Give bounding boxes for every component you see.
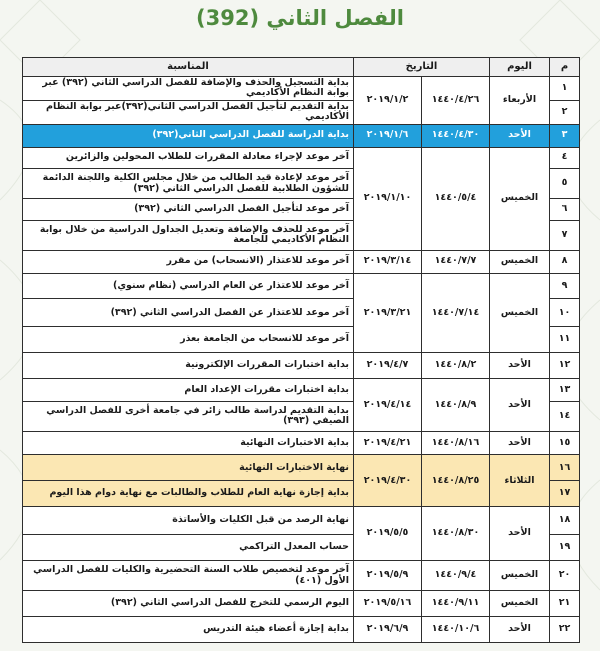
table-row xyxy=(23,379,580,402)
table-row xyxy=(23,455,580,481)
table-header-row xyxy=(23,58,580,77)
row-occasion: نهاية الاختبارات النهائية xyxy=(23,455,354,481)
row-greg: ٢٠١٩/٣/٢١ xyxy=(354,273,422,353)
row-num: ٢١ xyxy=(550,591,580,617)
row-greg: ٢٠١٩/٤/١٤ xyxy=(354,379,422,432)
row-hijri: ١٤٤٠/١٠/٦ xyxy=(422,617,490,643)
row-num: ٣ xyxy=(550,124,580,147)
row-hijri: ١٤٤٠/٩/٤ xyxy=(422,561,490,591)
table-row xyxy=(23,353,580,379)
row-occasion: بداية الاختبارات النهائية xyxy=(23,431,354,455)
header-day: اليوم xyxy=(490,58,550,77)
row-num: ١٥ xyxy=(550,431,580,455)
row-occasion: آخر موعد للاعتذار (الانسحاب) من مقرر xyxy=(23,250,354,273)
row-num: ٥ xyxy=(550,169,580,199)
row-num: ١٦ xyxy=(550,455,580,481)
row-day: الأحد xyxy=(490,431,550,455)
row-day: الخميس xyxy=(490,273,550,353)
row-day: الخميس xyxy=(490,250,550,273)
row-occasion: بداية إجازة نهاية العام للطلاب والطالبات مع نهاية دوام هذا اليوم xyxy=(23,481,354,507)
row-occasion: آخر موعد للانسحاب من الجامعة بعذر xyxy=(23,327,354,353)
row-num: ٢٠ xyxy=(550,561,580,591)
row-num: ١٧ xyxy=(550,481,580,507)
row-day: الأحد xyxy=(490,617,550,643)
row-day: الأربعاء xyxy=(490,77,550,125)
row-num: ٤ xyxy=(550,147,580,169)
row-hijri: ١٤٤٠/٧/١٤ xyxy=(422,273,490,353)
table-row xyxy=(23,273,580,299)
row-hijri: ١٤٤٠/٧/٧ xyxy=(422,250,490,273)
row-hijri: ١٤٤٠/٥/٤ xyxy=(422,147,490,250)
row-num: ١٤ xyxy=(550,401,580,431)
row-num: ١٢ xyxy=(550,353,580,379)
header-date: التاريخ xyxy=(354,58,490,77)
row-occasion: بداية اختبارات المقررات الإلكترونية xyxy=(23,353,354,379)
row-num: ١٣ xyxy=(550,379,580,402)
row-num: ١١ xyxy=(550,327,580,353)
row-hijri: ١٤٤٠/٨/٩ xyxy=(422,379,490,432)
row-num: ٢٢ xyxy=(550,617,580,643)
row-occasion: آخر موعد لإجراء معادلة المقررات للطلاب المحولين والزائرين xyxy=(23,147,354,169)
table-row xyxy=(23,431,580,455)
row-occasion: اليوم الرسمي للتخرج للفصل الدراسي الثاني (٣٩٢) xyxy=(23,591,354,617)
row-day: الأحد xyxy=(490,507,550,561)
row-greg: ٢٠١٩/٤/٣٠ xyxy=(354,455,422,507)
row-occasion: بداية التقديم لتأجيل الفصل الدراسي الثاني(٣٩٢)عبر بوابة النظام الأكاديمي xyxy=(23,100,354,124)
row-num: ٧ xyxy=(550,220,580,250)
row-num: ٩ xyxy=(550,273,580,299)
header-num: م xyxy=(550,58,580,77)
row-greg: ٢٠١٩/٥/١٦ xyxy=(354,591,422,617)
row-num: ٨ xyxy=(550,250,580,273)
calendar-table xyxy=(22,57,580,643)
table-row xyxy=(23,250,580,273)
row-day: الأحد xyxy=(490,124,550,147)
row-hijri: ١٤٤٠/٨/٢٥ xyxy=(422,455,490,507)
row-greg: ٢٠١٩/٥/٩ xyxy=(354,561,422,591)
table-row xyxy=(23,77,580,101)
row-greg: ٢٠١٩/١/٢ xyxy=(354,77,422,125)
row-hijri: ١٤٤٠/٤/٢٦ xyxy=(422,77,490,125)
row-hijri: ١٤٤٠/٨/١٦ xyxy=(422,431,490,455)
row-num: ١٩ xyxy=(550,535,580,561)
row-day: الأحد xyxy=(490,353,550,379)
row-occasion: نهاية الرصد من قبل الكليات والأساتذة xyxy=(23,507,354,535)
row-day: الخميس xyxy=(490,591,550,617)
row-hijri: ١٤٤٠/٨/٢ xyxy=(422,353,490,379)
row-num: ١٨ xyxy=(550,507,580,535)
row-greg: ٢٠١٩/٣/١٤ xyxy=(354,250,422,273)
page-title: الفصل الثاني (392) xyxy=(196,6,404,30)
header-occasion: المناسبة xyxy=(23,58,354,77)
row-occasion: بداية اختبارات مقررات الإعداد العام xyxy=(23,379,354,402)
row-greg: ٢٠١٩/٤/٧ xyxy=(354,353,422,379)
row-occasion: بداية الدراسة للفصل الدراسي الثاني(٣٩٢) xyxy=(23,124,354,147)
row-day: الثلاثاء xyxy=(490,455,550,507)
row-occasion: آخر موعد لتخصيص طلاب السنة التحضيرية والكليات للفصل الدراسي الأول (٤٠١) xyxy=(23,561,354,591)
row-occasion: آخر موعد لإعادة قيد الطالب من خلال مجلس الكلية واللجنة الدائمة للشؤون الطلابية للفصل الدراسي الثاني (٣٩٢) xyxy=(23,169,354,199)
row-greg: ٢٠١٩/١/٦ xyxy=(354,124,422,147)
row-num: ٢ xyxy=(550,100,580,124)
table-row xyxy=(23,591,580,617)
row-greg: ٢٠١٩/٦/٩ xyxy=(354,617,422,643)
row-num: ٦ xyxy=(550,199,580,221)
row-hijri: ١٤٤٠/٨/٣٠ xyxy=(422,507,490,561)
row-num: ١ xyxy=(550,77,580,101)
row-occasion: بداية التقديم لدراسة طالب زائر في جامعة أخرى للفصل الدراسي الصيفي (٣٩٣) xyxy=(23,401,354,431)
table-row xyxy=(23,561,580,591)
row-occasion: آخر موعد للاعتذار عن الفصل الدراسي الثاني (٣٩٢) xyxy=(23,299,354,327)
row-greg: ٢٠١٩/٤/٢١ xyxy=(354,431,422,455)
row-day: الخميس xyxy=(490,147,550,250)
row-occasion: آخر موعد لتأجيل الفصل الدراسي الثاني (٣٩٢) xyxy=(23,199,354,221)
row-day: الخميس xyxy=(490,561,550,591)
row-num: ١٠ xyxy=(550,299,580,327)
row-day: الأحد xyxy=(490,379,550,432)
row-occasion: بداية إجازة أعضاء هيئة التدريس xyxy=(23,617,354,643)
row-occasion: بداية التسجيل والحذف والإضافة للفصل الدراسي الثاني (٣٩٢) عبر بوابة النظام الأكاديمي xyxy=(23,77,354,101)
table-row xyxy=(23,617,580,643)
row-greg: ٢٠١٩/٥/٥ xyxy=(354,507,422,561)
row-greg: ٢٠١٩/١/١٠ xyxy=(354,147,422,250)
row-occasion: حساب المعدل التراكمي xyxy=(23,535,354,561)
row-hijri: ١٤٤٠/٤/٣٠ xyxy=(422,124,490,147)
table-row xyxy=(23,147,580,169)
row-occasion: آخر موعد للاعتذار عن العام الدراسي (نظام سنوي) xyxy=(23,273,354,299)
table-row xyxy=(23,124,580,147)
row-occasion: آخر موعد للحذف والإضافة وتعديل الجداول الدراسية من خلال بوابة النظام الأكاديمي للجامعة xyxy=(23,220,354,250)
table-row xyxy=(23,507,580,535)
row-hijri: ١٤٤٠/٩/١١ xyxy=(422,591,490,617)
